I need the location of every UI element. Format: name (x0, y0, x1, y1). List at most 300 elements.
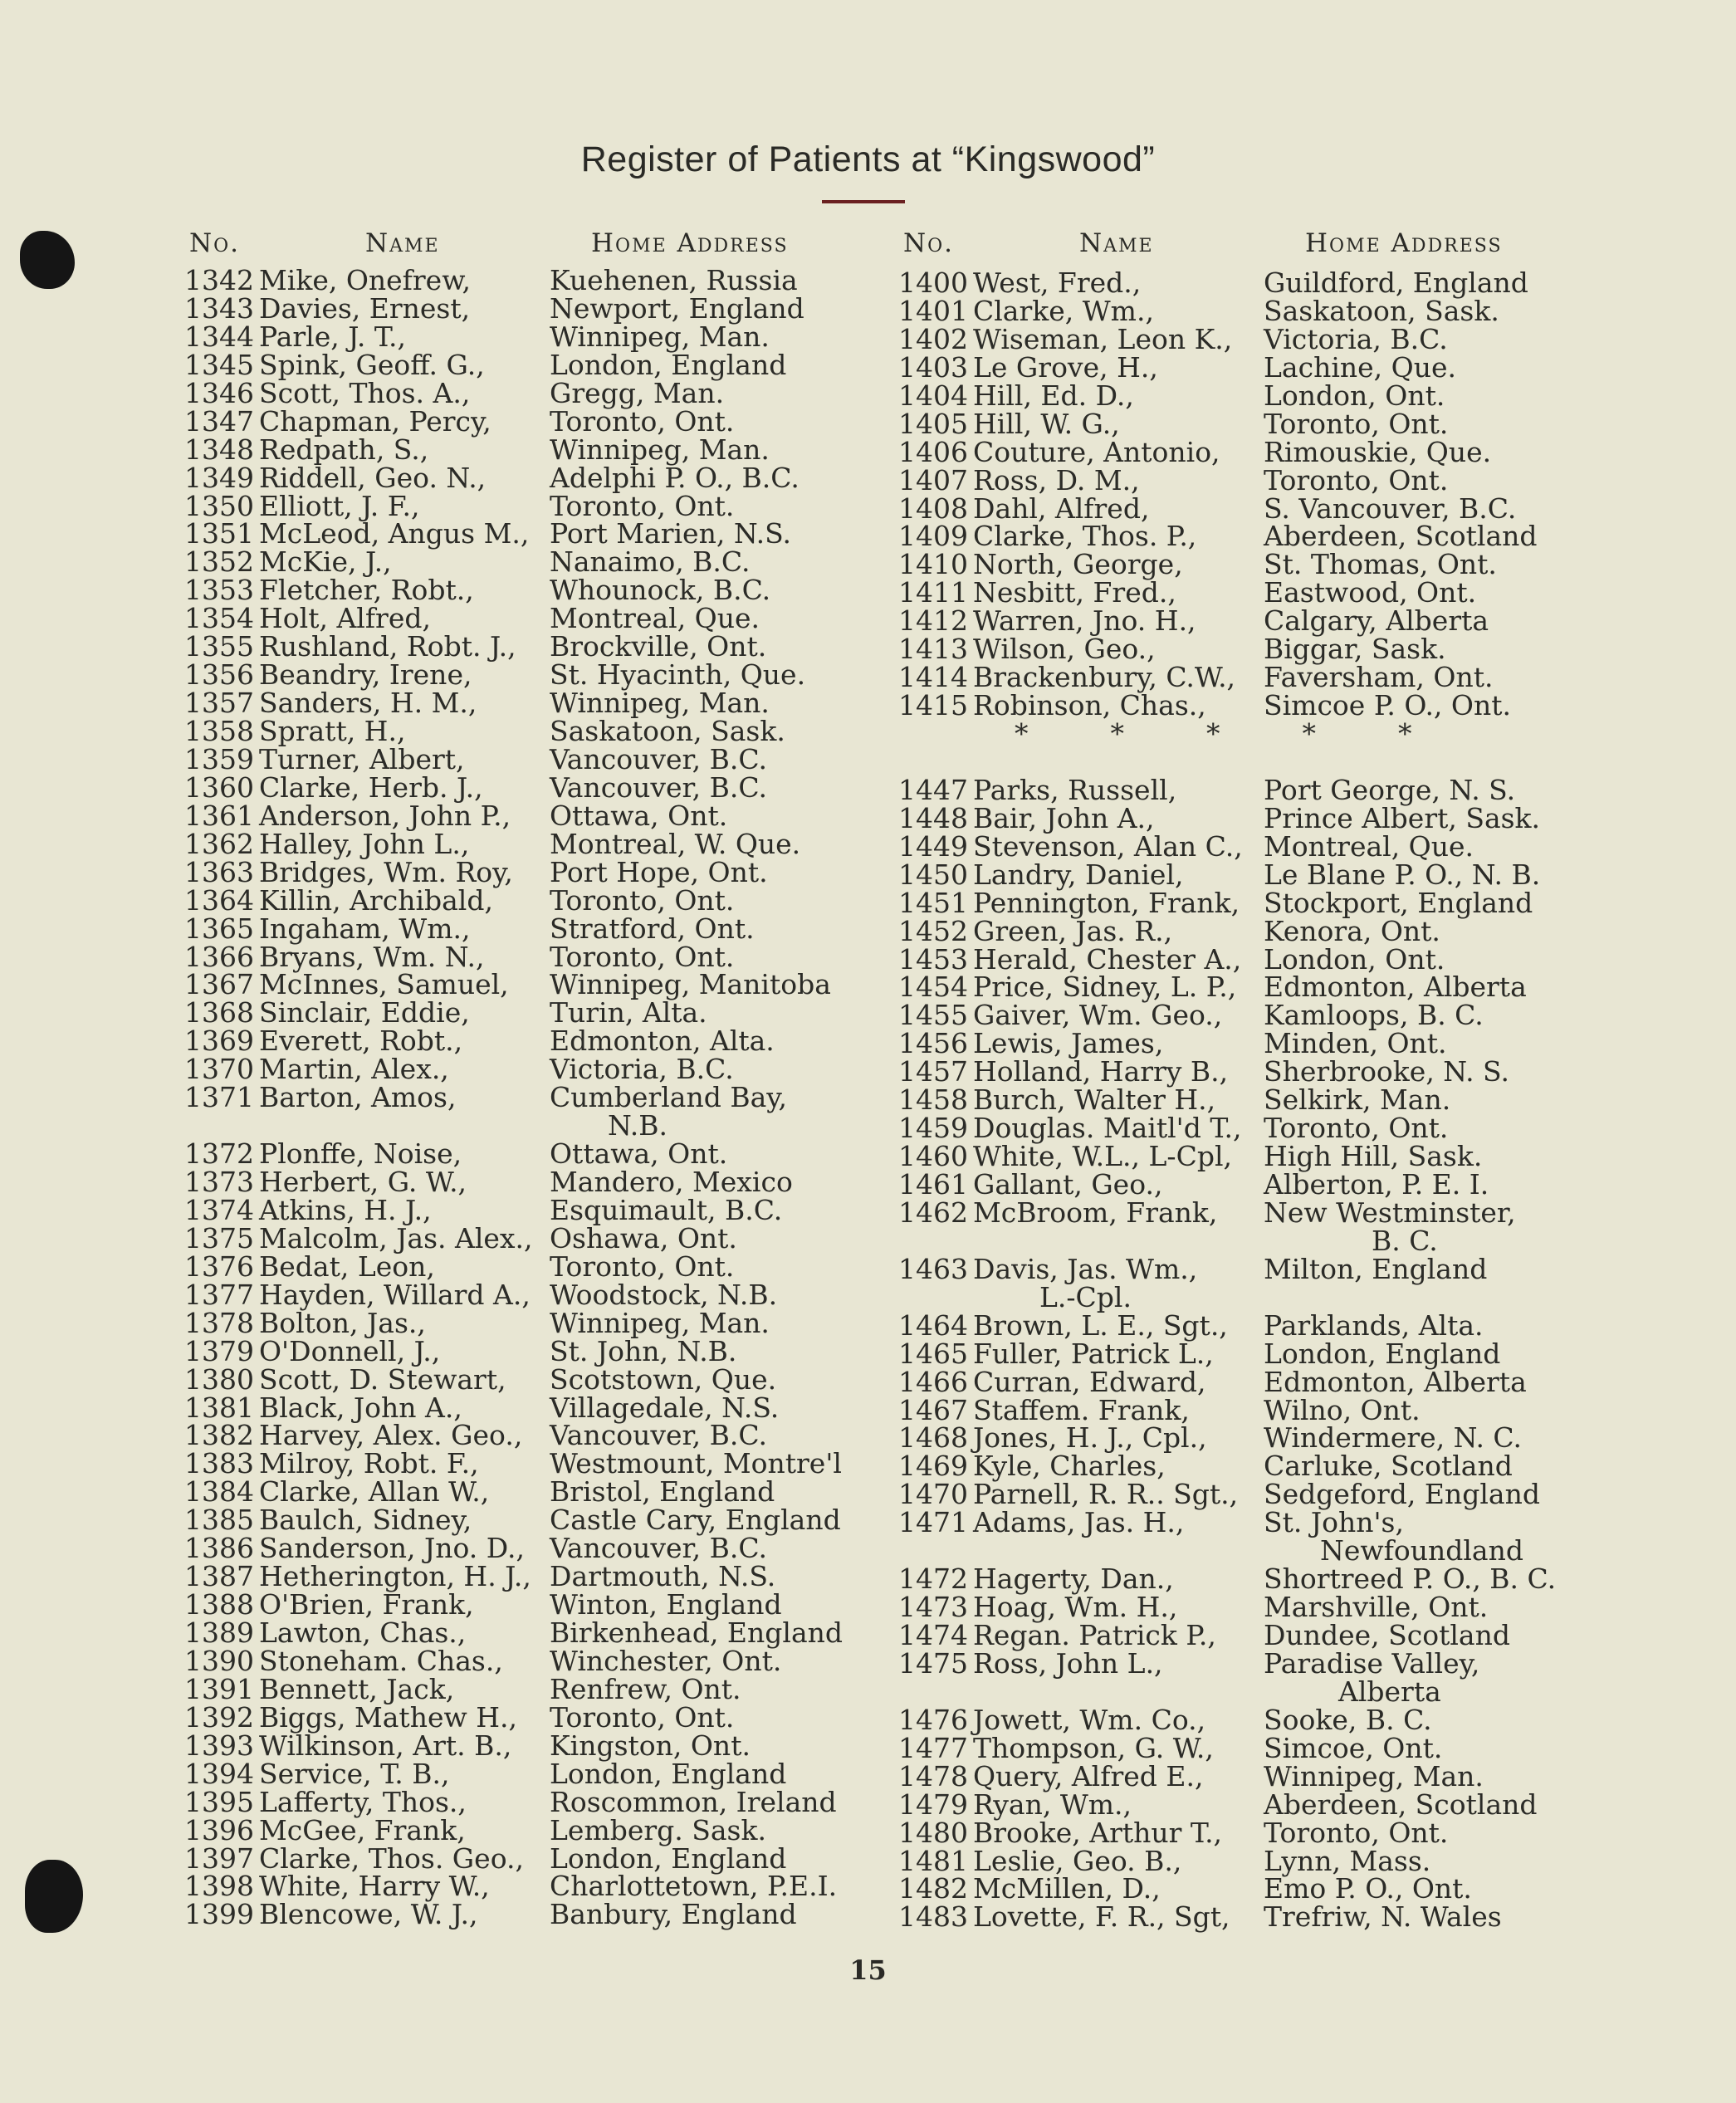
patient-name: Holt, Alfred, (259, 602, 431, 635)
patient-name: Spink, Geoff. G., (259, 348, 485, 381)
patient-name: Rushland, Robt. J., (259, 630, 516, 663)
home-address: Nanaimo, B.C. (550, 545, 751, 579)
patient-name: Sanders, H. M., (259, 687, 477, 720)
home-address: Westmount, Montre'l (550, 1447, 842, 1480)
row-number: 1380 (184, 1362, 254, 1396)
patient-name: Lafferty, Thos., (259, 1785, 467, 1818)
home-address: Guildford, England (1264, 267, 1528, 299)
home-address: Marshville, Ont. (1264, 1591, 1489, 1624)
home-address: Aberdeen, Scotland (1264, 1788, 1538, 1821)
row-number: 1469 (898, 1450, 968, 1483)
home-address: Port Hope, Ont. (550, 855, 768, 888)
home-address: Toronto, Ont. (550, 883, 735, 917)
home-address: Kingston, Ont. (550, 1729, 751, 1762)
row-number: 1478 (898, 1759, 968, 1792)
row-number: 1390 (184, 1644, 254, 1677)
home-address: Banbury, England (550, 1898, 797, 1931)
home-address: Roscommon, Ireland (550, 1785, 837, 1818)
patient-name: Blencowe, W. J., (259, 1898, 478, 1931)
home-address: Adelphi P. O., B.C. (550, 461, 800, 494)
patient-name: Lovette, F. R., Sgt, (973, 1900, 1230, 1934)
home-address: Le Blane P. O., N. B. (1264, 858, 1541, 891)
row-number: 1355 (184, 630, 254, 663)
home-address: Cumberland Bay, (550, 1081, 787, 1114)
patient-name: Hayden, Willard A., (259, 1278, 531, 1311)
row-number: 1365 (184, 912, 254, 945)
home-address: Kuehenen, Russia (550, 264, 798, 296)
row-number: 1359 (184, 742, 254, 775)
patient-name: Clarke, Wm., (973, 294, 1154, 327)
patient-name: Wilson, Geo., (973, 633, 1156, 666)
row-number: 1368 (184, 996, 254, 1029)
patient-name: Gaiver, Wm. Geo., (973, 999, 1223, 1032)
home-address: Toronto, Ont. (1264, 1816, 1449, 1849)
patient-name: Hoag, Wm. H., (973, 1591, 1178, 1624)
patient-name: Parks, Russell, (973, 773, 1177, 806)
row-number: 1387 (184, 1560, 254, 1593)
row-number: 1480 (898, 1816, 968, 1849)
home-address: Biggar, Sask. (1264, 633, 1446, 666)
row-number: 1459 (898, 1112, 968, 1145)
row-number: 1476 (898, 1703, 968, 1736)
home-address: London, Ont. (1264, 942, 1445, 976)
patient-name: McBroom, Frank, (973, 1196, 1218, 1229)
patient-name: Warren, Jno. H., (973, 604, 1196, 638)
row-number: 1482 (898, 1872, 968, 1905)
patient-name: Ingaham, Wm., (259, 912, 471, 945)
row-number: 1474 (898, 1619, 968, 1651)
row-number: 1454 (898, 971, 968, 1004)
home-address: Gregg, Man. (550, 376, 725, 409)
patient-name: Burch, Walter H., (973, 1083, 1216, 1117)
home-address: Lachine, Que. (1264, 350, 1456, 384)
row-number: 1463 (898, 1252, 968, 1285)
row-number: 1467 (898, 1393, 968, 1426)
home-address: Wilno, Ont. (1264, 1393, 1421, 1426)
patient-name: Clarke, Herb. J., (259, 770, 483, 804)
row-number: 1344 (184, 320, 254, 353)
patient-name: Redpath, S., (259, 433, 429, 466)
home-address: Toronto, Ont. (550, 1700, 735, 1734)
home-address: Charlottetown, P.E.I. (550, 1870, 838, 1903)
row-number: 1409 (898, 520, 968, 553)
row-number: 1354 (184, 602, 254, 635)
home-address: Mandero, Mexico (550, 1166, 793, 1198)
row-number: 1466 (898, 1365, 968, 1398)
home-address: Simcoe P. O., Ont. (1264, 689, 1511, 722)
row-number: 1449 (898, 829, 968, 863)
patient-name: Thompson, G. W., (973, 1731, 1214, 1764)
home-address: London, Ont. (1264, 379, 1445, 412)
row-number: 1450 (898, 858, 968, 891)
home-address: Stratford, Ont. (550, 912, 755, 945)
home-address: Dundee, Scotland (1264, 1619, 1510, 1651)
row-number: 1371 (184, 1081, 254, 1114)
row-number: 1406 (898, 435, 968, 468)
row-number: 1378 (184, 1306, 254, 1339)
patient-name: Bolton, Jas., (259, 1306, 426, 1339)
patient-name: Gallant, Geo., (973, 1168, 1163, 1201)
home-address: London, England (550, 1841, 787, 1875)
row-number: 1356 (184, 658, 254, 692)
row-number: 1346 (184, 376, 254, 409)
patient-name: Pennington, Frank, (973, 886, 1240, 919)
right-header-no: No. (903, 228, 955, 258)
row-number: 1379 (184, 1334, 254, 1367)
patient-name: Ross, John L., (973, 1646, 1163, 1680)
row-number: 1413 (898, 633, 968, 666)
home-address: Bristol, England (550, 1475, 775, 1509)
home-address: Villagedale, N.S. (550, 1391, 780, 1424)
patient-name: Beandry, Irene, (259, 658, 472, 692)
row-number: 1452 (898, 914, 968, 947)
row-number: 1398 (184, 1870, 254, 1903)
home-address: Sherbrooke, N. S. (1264, 1055, 1509, 1088)
home-address: Victoria, B.C. (1264, 322, 1448, 355)
row-number: 1412 (898, 604, 968, 638)
row-number: 1408 (898, 492, 968, 525)
patient-name: Hetherington, H. J., (259, 1560, 531, 1593)
row-number: 1349 (184, 461, 254, 494)
row-number: 1381 (184, 1391, 254, 1424)
row-number: 1375 (184, 1221, 254, 1254)
left-header-address: Home Address (591, 228, 789, 258)
row-number: 1460 (898, 1140, 968, 1173)
patient-name: Spratt, H., (259, 715, 406, 747)
home-address: Toronto, Ont. (550, 1250, 735, 1283)
home-address: Brockville, Ont. (550, 630, 767, 663)
patient-name: Chapman, Percy, (259, 404, 491, 438)
home-address: Saskatoon, Sask. (1264, 294, 1499, 327)
row-number: 1457 (898, 1055, 968, 1088)
patient-name: Price, Sidney, L. P., (973, 971, 1237, 1004)
patient-name: Bedat, Leon, (259, 1250, 435, 1283)
row-number: 1468 (898, 1421, 968, 1455)
patient-name: Riddell, Geo. N., (259, 461, 487, 494)
home-address: Calgary, Alberta (1264, 604, 1489, 638)
patient-name: Couture, Antonio, (973, 435, 1220, 468)
patient-name: Adams, Jas. H., (973, 1506, 1185, 1539)
home-address: Minden, Ont. (1264, 1027, 1447, 1060)
patient-name: Bridges, Wm. Roy, (259, 855, 513, 888)
right-header-name: Name (1079, 228, 1154, 258)
home-address: Renfrew, Ont. (550, 1672, 741, 1705)
row-number: 1360 (184, 770, 254, 804)
patient-name: Parnell, R. R.. Sgt., (973, 1478, 1239, 1511)
home-address: Winnipeg, Man. (1264, 1759, 1484, 1792)
home-address: Simcoe, Ont. (1264, 1731, 1443, 1764)
row-number: 1363 (184, 855, 254, 888)
patient-name: Mike, Onefrew, (259, 264, 472, 296)
patient-name: Turner, Albert, (259, 742, 465, 775)
row-number: 1393 (184, 1729, 254, 1762)
home-address: Vancouver, B.C. (550, 1532, 767, 1565)
home-address: Windermere, N. C. (1264, 1421, 1522, 1455)
home-address: N.B. (608, 1109, 668, 1142)
left-header-name: Name (365, 228, 440, 258)
row-number: 1367 (184, 968, 254, 1001)
row-number: 1350 (184, 489, 254, 522)
home-address: Birkenhead, England (550, 1616, 843, 1649)
row-number: 1382 (184, 1419, 254, 1452)
patient-name: Clarke, Thos. P., (973, 520, 1197, 553)
patient-name: Kyle, Charles, (973, 1450, 1166, 1483)
patient-name: Brooke, Arthur T., (973, 1816, 1223, 1849)
patient-name: Sinclair, Eddie, (259, 996, 470, 1029)
home-address: St. Hyacinth, Que. (550, 658, 806, 692)
home-address: Faversham, Ont. (1264, 661, 1494, 694)
row-number: 1384 (184, 1475, 254, 1509)
row-number: 1345 (184, 348, 254, 381)
home-address: Newfoundland (1320, 1534, 1523, 1567)
row-number: 1373 (184, 1166, 254, 1198)
row-number: 1456 (898, 1027, 968, 1060)
patient-name: Biggs, Mathew H., (259, 1700, 517, 1734)
home-address: Milton, England (1264, 1252, 1488, 1285)
home-address: Vancouver, B.C. (550, 770, 767, 804)
patient-name: Ryan, Wm., (973, 1788, 1132, 1821)
row-number: 1369 (184, 1025, 254, 1058)
patient-name: McLeod, Angus M., (259, 517, 530, 550)
row-number: 1411 (898, 576, 968, 609)
patient-name: Le Grove, H., (973, 350, 1158, 384)
row-number: 1404 (898, 379, 968, 412)
patient-name: Nesbitt, Fred., (973, 576, 1176, 609)
home-address: Kamloops, B. C. (1264, 999, 1484, 1032)
row-number: 1389 (184, 1616, 254, 1649)
home-address: Trefriw, N. Wales (1264, 1900, 1502, 1934)
row-number: 1481 (898, 1844, 968, 1877)
row-number: 1471 (898, 1506, 968, 1539)
home-address: Edmonton, Alberta (1264, 971, 1527, 1004)
patient-name: Regan. Patrick P., (973, 1619, 1216, 1651)
home-address: Winnipeg, Man. (550, 1306, 770, 1339)
patient-name: Stoneham. Chas., (259, 1644, 503, 1677)
row-number: 1385 (184, 1504, 254, 1537)
home-address: Carluke, Scotland (1264, 1450, 1513, 1483)
patient-name: Landry, Daniel, (973, 858, 1184, 891)
row-number: 1458 (898, 1083, 968, 1117)
row-number: 1348 (184, 433, 254, 466)
home-address: Montreal, Que. (550, 602, 760, 635)
patient-name: Green, Jas. R., (973, 914, 1173, 947)
home-address: Sooke, B. C. (1264, 1703, 1432, 1736)
row-number: 1455 (898, 999, 968, 1032)
patient-name: Jones, H. J., Cpl., (973, 1421, 1207, 1455)
home-address: Vancouver, B.C. (550, 1419, 767, 1452)
patient-name: Clarke, Allan W., (259, 1475, 490, 1509)
patient-name: Curran, Edward, (973, 1365, 1206, 1398)
patient-name: Wilkinson, Art. B., (259, 1729, 512, 1762)
home-address: Woodstock, N.B. (550, 1278, 778, 1311)
home-address: Toronto, Ont. (1264, 463, 1449, 496)
row-number: 1400 (898, 267, 968, 299)
home-address: Lynn, Mass. (1264, 1844, 1431, 1877)
patient-name: Brown, L. E., Sgt., (973, 1308, 1228, 1342)
home-address: Montreal, Que. (1264, 829, 1474, 863)
patient-name: Bair, John A., (973, 801, 1155, 834)
home-address: Oshawa, Ont. (550, 1221, 737, 1254)
patient-name: Fletcher, Robt., (259, 574, 474, 607)
home-address: Edmonton, Alberta (1264, 1365, 1527, 1398)
patient-name: Davies, Ernest, (259, 291, 471, 325)
home-address: Alberta (1338, 1675, 1441, 1708)
row-number: 1358 (184, 715, 254, 747)
patient-name: Elliott, J. F., (259, 489, 420, 522)
home-address: Toronto, Ont. (550, 489, 735, 522)
home-address: Toronto, Ont. (550, 940, 735, 973)
patient-name: O'Donnell, J., (259, 1334, 441, 1367)
row-number: 1399 (184, 1898, 254, 1931)
patient-name: Everett, Robt., (259, 1025, 463, 1058)
page-number: 15 (849, 1954, 887, 1986)
home-address: Selkirk, Man. (1264, 1083, 1451, 1117)
row-number: 1415 (898, 689, 968, 722)
row-number: 1351 (184, 517, 254, 550)
row-number: 1475 (898, 1646, 968, 1680)
patient-name: Black, John A., (259, 1391, 462, 1424)
row-number: 1405 (898, 407, 968, 440)
home-address: Castle Cary, England (550, 1504, 841, 1537)
row-number: 1462 (898, 1196, 968, 1229)
home-address: Stockport, England (1264, 886, 1533, 919)
home-address: Saskatoon, Sask. (550, 715, 785, 747)
patient-name: Herbert, G. W., (259, 1166, 467, 1198)
home-address: Winnipeg, Man. (550, 687, 770, 720)
home-address: Shortreed P. O., B. C. (1264, 1563, 1557, 1596)
row-number: 1461 (898, 1168, 968, 1201)
patient-name: Brackenbury, C.W., (973, 661, 1236, 694)
home-address: Toronto, Ont. (550, 404, 735, 438)
home-address: B. C. (1372, 1224, 1438, 1257)
row-number: 1386 (184, 1532, 254, 1565)
row-number: 1388 (184, 1588, 254, 1621)
punch-hole-bottom (25, 1860, 83, 1933)
patient-name: Clarke, Thos. Geo., (259, 1841, 524, 1875)
row-number: 1391 (184, 1672, 254, 1705)
patient-name: Stevenson, Alan C., (973, 829, 1243, 863)
home-address: Montreal, W. Que. (550, 827, 801, 860)
home-address: St. Thomas, Ont. (1264, 548, 1497, 581)
home-address: Winchester, Ont. (550, 1644, 782, 1677)
home-address: Edmonton, Alta. (550, 1025, 775, 1058)
row-number: 1414 (898, 661, 968, 694)
row-number: 1403 (898, 350, 968, 384)
row-number: 1453 (898, 942, 968, 976)
home-address: Turin, Alta. (550, 996, 707, 1029)
row-number: 1362 (184, 827, 254, 860)
title-rule (822, 200, 905, 203)
row-number: 1472 (898, 1563, 968, 1596)
row-number: 1370 (184, 1053, 254, 1086)
row-number: 1448 (898, 801, 968, 834)
patient-name: Douglas. Maitl'd T., (973, 1112, 1242, 1145)
home-address: Prince Albert, Sask. (1264, 801, 1541, 834)
row-number: 1352 (184, 545, 254, 579)
home-address: Kenora, Ont. (1264, 914, 1440, 947)
patient-name: Jowett, Wm. Co., (973, 1703, 1206, 1736)
patient-name: Wiseman, Leon K., (973, 322, 1233, 355)
home-address: Sedgeford, England (1264, 1478, 1540, 1511)
home-address: Aberdeen, Scotland (1264, 520, 1538, 553)
home-address: Scotstown, Que. (550, 1362, 777, 1396)
patient-name: Lewis, James, (973, 1027, 1164, 1060)
home-address: London, England (550, 348, 787, 381)
patient-name: Sanderson, Jno. D., (259, 1532, 526, 1565)
home-address: Paradise Valley, (1264, 1646, 1480, 1680)
patient-name: Barton, Amos, (259, 1081, 457, 1114)
patient-name: Halley, John L., (259, 827, 470, 860)
row-number: 1376 (184, 1250, 254, 1283)
patient-name: Baulch, Sidney, (259, 1504, 472, 1537)
row-number: 1396 (184, 1813, 254, 1846)
row-number: 1366 (184, 940, 254, 973)
patient-name: Staffem. Frank, (973, 1393, 1190, 1426)
row-number: 1343 (184, 291, 254, 325)
home-address: Toronto, Ont. (1264, 407, 1449, 440)
home-address: Emo P. O., Ont. (1264, 1872, 1472, 1905)
home-address: Eastwood, Ont. (1264, 576, 1477, 609)
row-number: 1479 (898, 1788, 968, 1821)
patient-name: White, Harry W., (259, 1870, 490, 1903)
patient-name: Martin, Alex., (259, 1053, 449, 1086)
patient-name: Leslie, Geo. B., (973, 1844, 1182, 1877)
patient-name: Robinson, Chas., (973, 689, 1206, 722)
right-header-address: Home Address (1305, 228, 1503, 258)
patient-name: Ross, D. M., (973, 463, 1140, 496)
row-number: 1383 (184, 1447, 254, 1480)
patient-name: Davis, Jas. Wm., (973, 1252, 1198, 1285)
patient-name: Holland, Harry B., (973, 1055, 1229, 1088)
home-address: Alberton, P. E. I. (1264, 1168, 1489, 1201)
home-address: Rimouskie, Que. (1264, 435, 1492, 468)
home-address: Winnipeg, Man. (550, 433, 770, 466)
row-number: 1451 (898, 886, 968, 919)
patient-name: Malcolm, Jas. Alex., (259, 1221, 533, 1254)
patient-name: Anderson, John P., (259, 799, 511, 832)
row-number: 1377 (184, 1278, 254, 1311)
patient-name: Harvey, Alex. Geo., (259, 1419, 523, 1452)
row-number: 1470 (898, 1478, 968, 1511)
row-number: 1473 (898, 1591, 968, 1624)
row-number: 1477 (898, 1731, 968, 1764)
row-number: 1353 (184, 574, 254, 607)
patient-name: West, Fred., (973, 267, 1142, 299)
row-number: 1361 (184, 799, 254, 832)
home-address: New Westminster, (1264, 1196, 1516, 1229)
row-number: 1402 (898, 322, 968, 355)
home-address: Toronto, Ont. (1264, 1112, 1449, 1145)
home-address: Lemberg. Sask. (550, 1813, 766, 1846)
home-address: High Hill, Sask. (1264, 1140, 1483, 1173)
row-number: 1342 (184, 264, 254, 296)
patient-name: L.-Cpl. (1039, 1280, 1132, 1313)
home-address: Winnipeg, Manitoba (550, 968, 831, 1001)
row-number: 1372 (184, 1137, 254, 1171)
row-number: 1374 (184, 1193, 254, 1226)
patient-name: Service, T. B., (259, 1757, 450, 1790)
patient-name: North, George, (973, 548, 1183, 581)
row-number: 1464 (898, 1308, 968, 1342)
row-number: 1357 (184, 687, 254, 720)
patient-name: Atkins, H. J., (259, 1193, 432, 1226)
patient-name: Hill, W. G., (973, 407, 1120, 440)
row-number: 1395 (184, 1785, 254, 1818)
home-address: Vancouver, B.C. (550, 742, 767, 775)
patient-name: Scott, D. Stewart, (259, 1362, 506, 1396)
row-number: 1397 (184, 1841, 254, 1875)
home-address: Winton, England (550, 1588, 782, 1621)
